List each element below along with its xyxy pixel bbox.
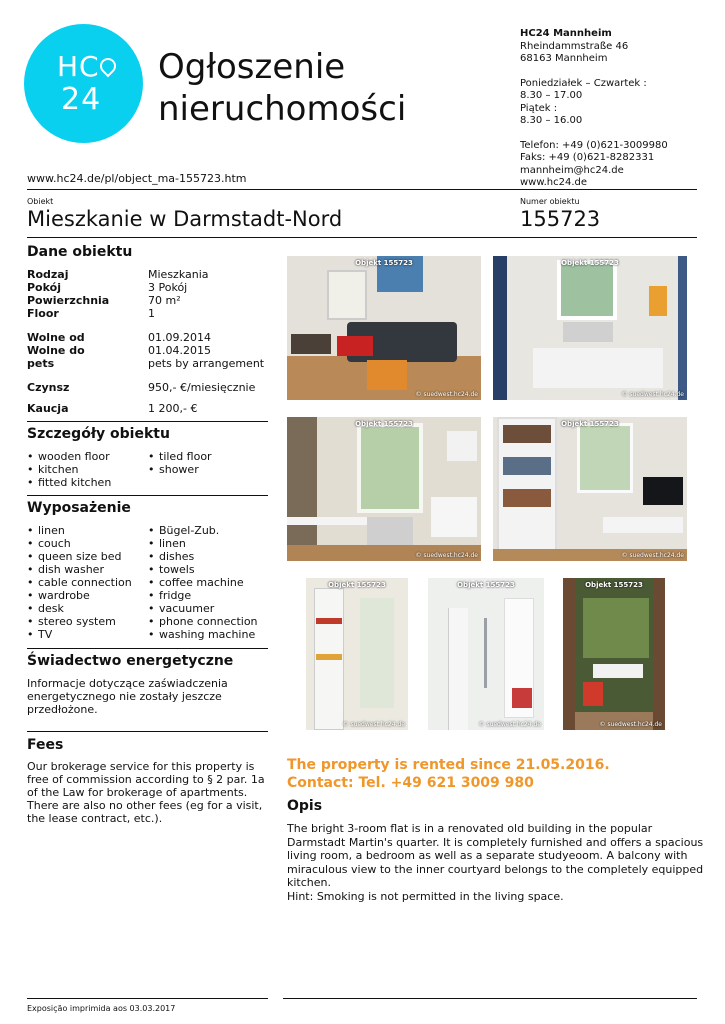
object-url[interactable]: www.hc24.de/pl/object_ma-155723.htm xyxy=(27,172,247,185)
photo-copyright: © suedwest.hc24.de xyxy=(415,391,478,398)
rent-row: Czynsz 950,- €/miesięcznie xyxy=(27,381,256,394)
photo-bathroom[interactable] xyxy=(428,578,544,730)
company-street: Rheindammstraße 46 xyxy=(520,40,629,52)
hc24-logo xyxy=(24,24,143,143)
list-item: • couch xyxy=(27,537,145,550)
list-item: • washing machine xyxy=(148,628,272,641)
energy-heading: Świadectwo energetyczne xyxy=(27,653,234,669)
description-text xyxy=(287,822,707,903)
detail-row: Wolne od 01.09.2014 xyxy=(27,331,211,344)
photo-study[interactable] xyxy=(287,417,481,561)
divider xyxy=(27,731,268,732)
fees-heading: Fees xyxy=(27,737,64,753)
object-number: 155723 xyxy=(520,207,601,231)
detail-row: pets pets by arrangement xyxy=(27,357,265,370)
deposit-row: Kaucja 1 200,- € xyxy=(27,402,198,415)
company-phone[interactable]: Telefon: +49 (0)621-3009980 xyxy=(520,139,668,151)
features-heading: Szczegóły obiektu xyxy=(27,426,170,442)
list-item: • coffee machine xyxy=(148,576,272,589)
rented-notice xyxy=(287,756,707,792)
list-item: • queen size bed xyxy=(27,550,145,563)
company-email[interactable]: mannheim@hc24.de xyxy=(520,164,624,176)
list-item: • dishes xyxy=(148,550,272,563)
list-item: • fridge xyxy=(148,589,272,602)
features-list-left xyxy=(27,450,145,489)
hours-weekdays: 8.30 – 17.00 xyxy=(520,90,583,101)
list-item: • dish washer xyxy=(27,563,145,576)
hours-label-friday: Piątek : xyxy=(520,102,558,114)
list-item: • desk xyxy=(27,602,145,615)
photo-copyright: © suedwest.hc24.de xyxy=(415,552,478,559)
photo-copyright: © suedwest.hc24.de xyxy=(342,721,405,728)
details-heading: Dane obiektu xyxy=(27,244,133,260)
list-item: • phone connection xyxy=(148,615,272,628)
list-item: • linen xyxy=(148,537,272,550)
list-item: • stereo system xyxy=(27,615,145,628)
photo-tag: Objekt 155723 xyxy=(561,259,619,267)
photo-shelf-room[interactable] xyxy=(493,417,687,561)
photo-copyright: © suedwest.hc24.de xyxy=(621,391,684,398)
object-number-label: Numer obiektu xyxy=(520,197,580,206)
logo-text-24: 24 xyxy=(61,82,102,117)
list-item: • Bügel-Zub. xyxy=(148,524,272,537)
photo-tag: Objekt 155723 xyxy=(355,420,413,428)
object-label: Obiekt xyxy=(27,197,54,206)
photo-balcony[interactable] xyxy=(563,578,665,730)
divider xyxy=(27,421,268,422)
list-item: • shower xyxy=(148,463,268,476)
page-title-line1: Ogłoszenie xyxy=(158,47,346,87)
detail-row: Rodzaj Mieszkania xyxy=(27,268,209,281)
photo-tag: Objekt 155723 xyxy=(328,581,386,589)
list-item: • linen xyxy=(27,524,145,537)
company-fax: Faks: +49 (0)621-8282331 xyxy=(520,152,655,163)
photo-tag: Objekt 155723 xyxy=(355,259,413,267)
divider xyxy=(27,237,697,238)
detail-row: Powierzchnia 70 m² xyxy=(27,294,181,307)
list-item: • TV xyxy=(27,628,145,641)
contact-line[interactable]: Contact: Tel. +49 621 3009 980 xyxy=(287,775,534,791)
divider xyxy=(283,998,697,999)
photo-copyright: © suedwest.hc24.de xyxy=(599,721,662,728)
fees-text: Our brokerage service for this property is free of commission according to § 2 par. 1a of the Law for brokerage of apartments. There are also no other fees (eg for a visit, the lease contract, etc.). xyxy=(27,760,265,825)
rented-line: The property is rented since 21.05.2016. xyxy=(287,757,610,773)
company-info xyxy=(520,28,710,190)
photo-bedroom[interactable] xyxy=(493,256,687,400)
divider xyxy=(27,998,268,999)
description-hint: Hint: Smoking is not permitted in the living space. xyxy=(287,889,564,903)
features-list-right xyxy=(148,450,268,476)
list-item: • kitchen xyxy=(27,463,145,476)
divider xyxy=(27,648,268,649)
divider xyxy=(27,495,268,496)
photo-copyright: © suedwest.hc24.de xyxy=(621,552,684,559)
description-body: The bright 3-room flat is in a renovated old building in the popular Darmstadt Martin's quarter. It is completely furnished and offers a spacious living room, a bedroom as well as a separate studyeoom. A balcony with miraculous view to the inner courtyard belongs to the completely equipped kitchen. xyxy=(287,822,704,889)
company-city: 68163 Mannheim xyxy=(520,53,608,64)
print-date: Exposição imprimida aos 03.03.2017 xyxy=(27,1004,176,1013)
list-item: • towels xyxy=(148,563,272,576)
divider xyxy=(27,189,697,190)
detail-row: Wolne do 01.04.2015 xyxy=(27,344,211,357)
list-item: • tiled floor xyxy=(148,450,268,463)
photo-tag: Objekt 155723 xyxy=(561,420,619,428)
equipment-list-right xyxy=(148,524,272,641)
list-item: • wooden floor xyxy=(27,450,145,463)
company-name: HC24 Mannheim xyxy=(520,28,612,39)
equipment-heading: Wyposażenie xyxy=(27,500,131,516)
logo-text-hc: HC xyxy=(57,50,100,83)
hours-friday: 8.30 – 16.00 xyxy=(520,115,583,126)
equipment-list-left xyxy=(27,524,145,641)
photo-tag: Objekt 155723 xyxy=(457,581,515,589)
object-title: Mieszkanie w Darmstadt-Nord xyxy=(27,207,343,231)
list-item: • wardrobe xyxy=(27,589,145,602)
page-title-line2: nieruchomości xyxy=(158,89,407,129)
company-web[interactable]: www.hc24.de xyxy=(520,177,588,188)
hours-label-weekdays: Poniedziałek – Czwartek : xyxy=(520,77,647,89)
list-item: • vacuumer xyxy=(148,602,272,615)
list-item: • fitted kitchen xyxy=(27,476,145,489)
description-heading: Opis xyxy=(287,798,323,814)
photo-living-room[interactable] xyxy=(287,256,481,400)
energy-text: Informacje dotyczące zaświadczenia energetycznego nie zostały jeszcze przedłożone. xyxy=(27,677,228,716)
photo-tag: Objekt 155723 xyxy=(585,581,643,589)
location-pin-icon xyxy=(97,55,120,78)
list-item: • cable connection xyxy=(27,576,145,589)
photo-kitchen[interactable] xyxy=(306,578,408,730)
detail-row: Pokój 3 Pokój xyxy=(27,281,188,294)
details-table xyxy=(27,268,267,415)
detail-row: Floor 1 xyxy=(27,307,155,320)
page-title xyxy=(158,46,498,130)
photo-copyright: © suedwest.hc24.de xyxy=(478,721,541,728)
